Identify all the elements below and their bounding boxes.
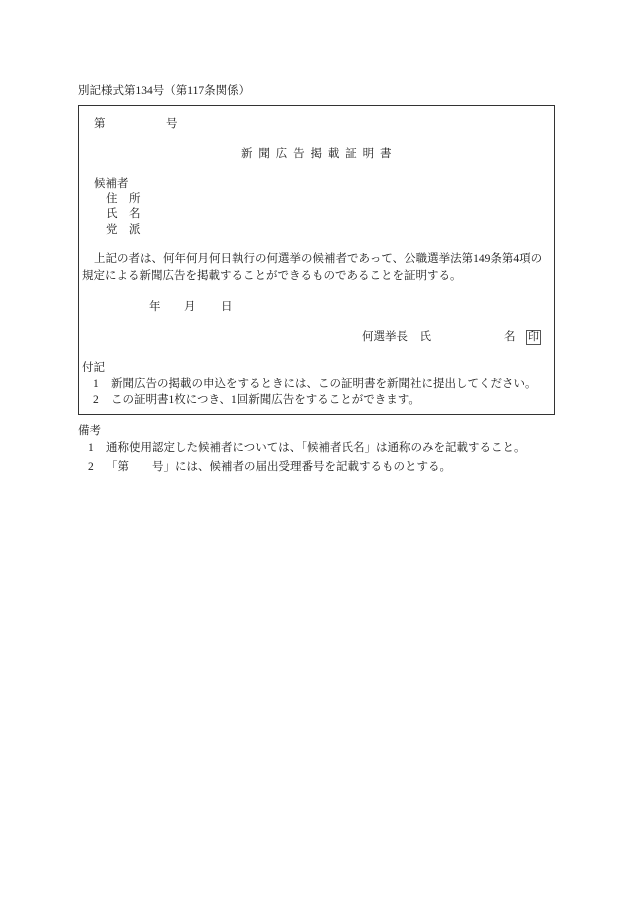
date-year: 年 (149, 301, 161, 313)
remark-number: 2 (88, 461, 94, 473)
remark-text: 「第 号」には、候補者の届出受理番号を記載するものとする。 (106, 461, 451, 473)
notes-heading: 付記 (82, 362, 105, 374)
body-line: 上記の者は、何年何月何日執行の何選挙の候補者であって、公職選挙法第149条第4項の (94, 253, 543, 265)
signer-name-suffix: 名 (504, 331, 516, 343)
signer-title: 何選挙長 氏 (362, 331, 431, 343)
seal-mark: 印 (528, 331, 539, 343)
note-text: 新聞広告の掲載の申込をするときには、この証明書を新聞社に提出してください。 (111, 378, 537, 390)
form-label: 別記様式第134号（第117条関係） (78, 85, 251, 97)
certificate-title: 新 聞 広 告 掲 載 証 明 書 (241, 148, 393, 160)
note-text: この証明書1枚につき、1回新聞広告をすることができます。 (111, 394, 420, 406)
date-day: 日 (221, 301, 233, 313)
remark-number: 1 (88, 442, 94, 454)
certificate-number-prefix: 第 (94, 118, 106, 130)
date-month: 月 (184, 301, 196, 313)
candidate-address-label: 住 所 (106, 193, 141, 205)
certificate-number-suffix: 号 (166, 118, 178, 130)
remark-text: 通称使用認定した候補者については、「候補者氏名」は通称のみを記載すること。 (106, 442, 526, 454)
note-number: 1 (93, 378, 99, 390)
body-line: 規定による新聞広告を掲載することができるものであることを証明する。 (82, 270, 462, 282)
candidate-party-label: 党 派 (106, 224, 141, 236)
candidate-heading: 候補者 (94, 178, 129, 190)
note-number: 2 (93, 394, 99, 406)
candidate-name-label: 氏 名 (106, 208, 141, 220)
remarks-heading: 備考 (78, 425, 101, 437)
